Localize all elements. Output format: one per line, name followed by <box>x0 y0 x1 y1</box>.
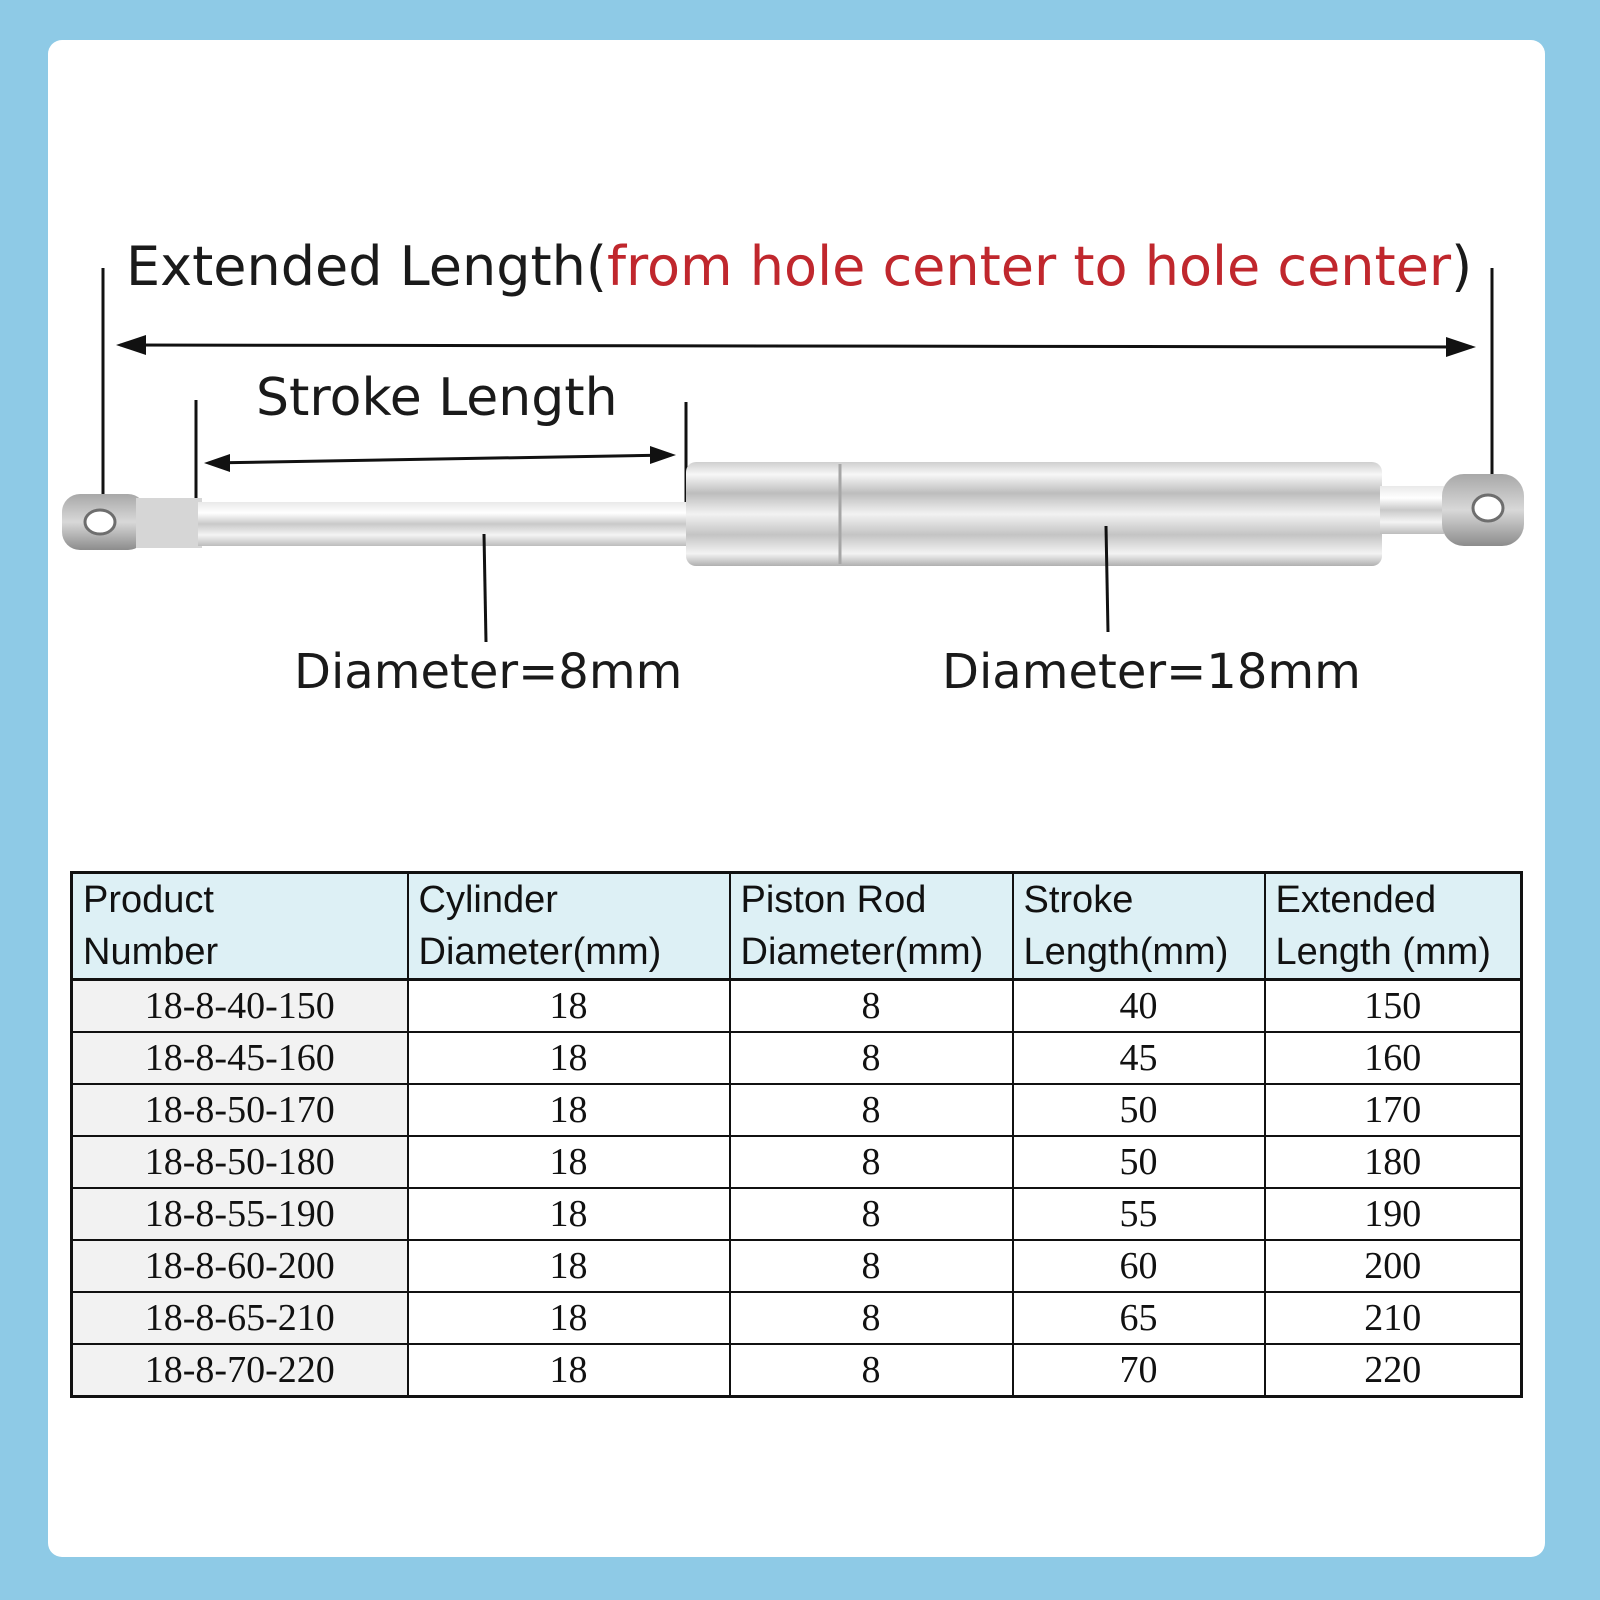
specification-table <box>70 871 1523 1398</box>
arrow-left-icon <box>204 454 230 472</box>
rod-diameter-label: Diameter=8mm <box>294 644 683 700</box>
hole-center-note: from hole center to hole center <box>606 235 1452 298</box>
piston-rod <box>198 502 688 546</box>
header-cylinder-diameter: Cylinder Diameter(mm) <box>408 873 730 980</box>
arrow-right-icon <box>1446 337 1476 357</box>
arrow-left-icon <box>116 335 146 355</box>
header-extended-length: Extended Length (mm) <box>1265 873 1522 980</box>
left-eyelet <box>62 494 202 550</box>
table-row: 18-8-70-220 18 8 70 220 <box>72 1344 1522 1397</box>
table-row: 18-8-65-210 18 8 65 210 <box>72 1292 1522 1344</box>
right-eyelet <box>1380 474 1524 546</box>
table-row: 18-8-50-170 18 8 50 170 <box>72 1084 1522 1136</box>
header-stroke-length: Stroke Length(mm) <box>1013 873 1265 980</box>
table-row: 18-8-60-200 18 8 60 200 <box>72 1240 1522 1292</box>
cylinder <box>686 462 1382 566</box>
table-header-row <box>72 873 1522 980</box>
cylinder-diameter-label: Diameter=18mm <box>942 644 1361 700</box>
header-product-number: Product Number <box>72 873 408 980</box>
table-row: 18-8-50-180 18 8 50 180 <box>72 1136 1522 1188</box>
rod-diameter-leader <box>484 534 486 642</box>
table-row: 18-8-40-150 18 8 40 150 <box>72 980 1522 1033</box>
cylinder-diameter-leader <box>1106 526 1108 632</box>
header-piston-rod-diameter: Piston Rod Diameter(mm) <box>730 873 1013 980</box>
stroke-length-label: Stroke Length <box>256 368 618 428</box>
arrow-right-icon <box>650 446 676 464</box>
extended-length-label: Extended Length(from hole center to hole center) <box>126 235 1473 298</box>
table-row: 18-8-55-190 18 8 55 190 <box>72 1188 1522 1240</box>
table-row: 18-8-45-160 18 8 45 160 <box>72 1032 1522 1084</box>
